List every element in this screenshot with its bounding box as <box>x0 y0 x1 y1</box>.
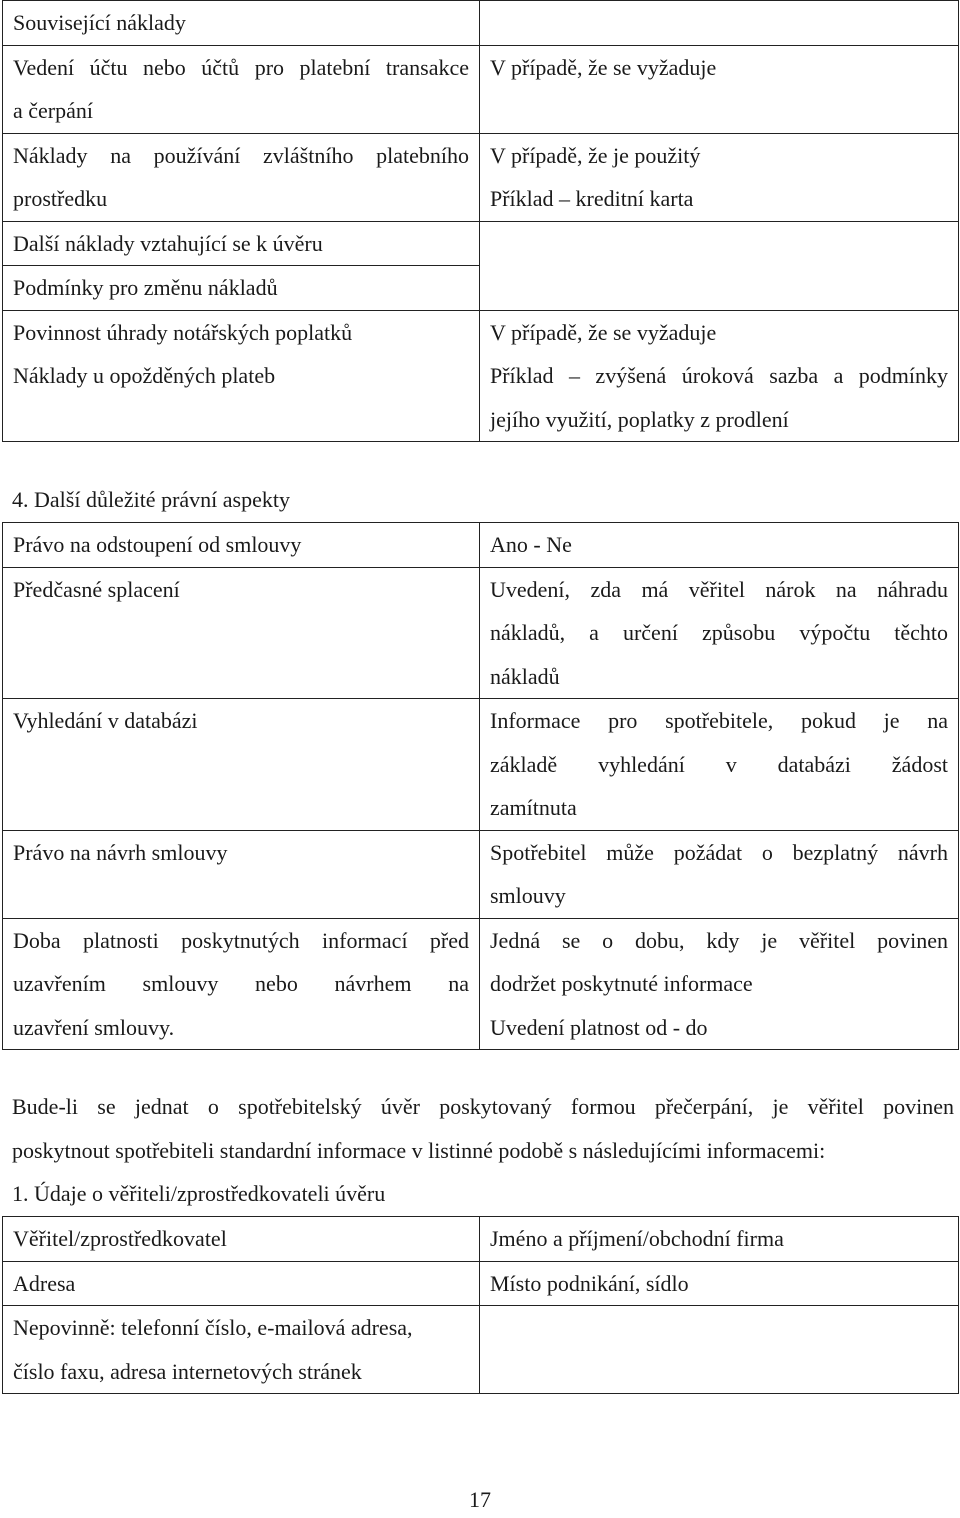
cell-text: Podmínky pro změnu nákladů <box>13 275 278 300</box>
cell-text: Právo na odstoupení od smlouvy <box>13 532 302 557</box>
table-header: Související náklady <box>13 10 186 35</box>
paragraph-line: poskytnout spotřebiteli standardní informace v listinné podobě s následujícími informacemi: <box>12 1137 826 1163</box>
cell-text: číslo faxu, adresa internetových stránek <box>13 1358 362 1384</box>
table-cell <box>3 1217 480 1262</box>
paragraph-line: Bude-li se jednat o spotřebitelský úvěr poskytovaný formou přečerpání, je věřitel povinen <box>12 1094 954 1119</box>
cell-text: smlouvy <box>490 883 566 908</box>
body-paragraph <box>12 1085 954 1172</box>
table-cell <box>3 310 480 442</box>
cell-text: Adresa <box>13 1270 76 1296</box>
table-cell <box>480 918 959 1050</box>
table-cell <box>3 266 480 311</box>
cell-text: V případě, že se vyžaduje <box>490 319 717 345</box>
table-cell <box>480 830 959 918</box>
cell-text: a čerpání <box>13 98 93 123</box>
cell-text: nákladů <box>490 663 560 689</box>
cell-text: Vyhledání v databázi <box>13 708 198 733</box>
table-cell <box>480 1217 959 1262</box>
cell-text: dodržet poskytnuté informace <box>490 971 753 996</box>
table-cell <box>480 45 959 133</box>
cell-text: Vedení účtu nebo účtů pro platební transakce <box>13 54 469 80</box>
table-cell <box>480 567 959 699</box>
table-row <box>3 523 959 568</box>
cell-text: jejího využití, poplatky z prodlení <box>490 406 789 432</box>
table-row <box>3 1 959 46</box>
cell-text: uzavřením smlouvy nebo návrhem na <box>13 971 469 996</box>
table-cell <box>480 699 959 831</box>
cell-text: Informace pro spotřebitele, pokud je na <box>490 708 948 733</box>
table-row <box>3 699 959 831</box>
table-cell <box>3 221 480 266</box>
table-cell <box>480 221 959 310</box>
table-row <box>3 310 959 442</box>
table-cell <box>3 1261 480 1306</box>
table-cell <box>3 830 480 918</box>
creditor-table <box>2 1216 959 1394</box>
cell-text: Předčasné splacení <box>13 576 180 602</box>
cell-text: Příklad – zvýšená úroková sazba a podmínky <box>490 363 948 388</box>
table-row <box>3 830 959 918</box>
cell-text: základě vyhledání v databázi žádost <box>490 751 948 777</box>
table-cell <box>3 45 480 133</box>
cell-text: Ano - Ne <box>490 532 572 557</box>
section-heading: 1. Údaje o věřiteli/zprostředkovateli úvěru <box>12 1181 386 1206</box>
cell-text: V případě, že je použitý <box>490 142 701 168</box>
table-cell <box>3 523 480 568</box>
cell-text: Právo na návrh smlouvy <box>13 839 228 865</box>
cell-text: nákladů, a určení způsobu výpočtu těchto <box>490 620 948 645</box>
cell-text: Doba platnosti poskytnutých informací před <box>13 927 469 953</box>
section-heading: 4. Další důležité právní aspekty <box>12 487 290 512</box>
table-row <box>3 918 959 1050</box>
table-row <box>3 567 959 699</box>
legal-aspects-table <box>2 522 959 1050</box>
cell-text: prostředku <box>13 186 108 211</box>
cell-text: uzavření smlouvy. <box>13 1014 175 1040</box>
cell-text: V případě, že se vyžaduje <box>490 54 717 80</box>
table-cell <box>480 133 959 221</box>
table-row <box>3 221 959 266</box>
table-row <box>3 1306 959 1394</box>
cell-text: Další náklady vztahující se k úvěru <box>13 230 323 256</box>
table-cell <box>480 523 959 568</box>
cell-text: Povinnost úhrady notářských poplatků <box>13 319 353 345</box>
cell-text: Uvedení, zda má věřitel nárok na náhradu <box>490 576 948 602</box>
cell-text: Náklady u opožděných plateb <box>13 363 276 388</box>
cell-text: Místo podnikání, sídlo <box>490 1270 689 1296</box>
table-cell <box>3 567 480 699</box>
table-row <box>3 45 959 133</box>
table-row <box>3 1261 959 1306</box>
table-row <box>3 133 959 221</box>
table-cell <box>3 133 480 221</box>
table-cell <box>480 1306 959 1394</box>
table-cell <box>3 699 480 831</box>
page-number: 17 <box>469 1487 491 1512</box>
cell-text: Uvedení platnost od - do <box>490 1014 708 1040</box>
costs-table <box>2 0 959 442</box>
cell-text: Věřitel/zprostředkovatel <box>13 1226 227 1251</box>
table-cell <box>480 1 959 46</box>
table-cell <box>3 918 480 1050</box>
cell-text: Náklady na používání zvláštního platebního <box>13 142 469 168</box>
table-row <box>3 1217 959 1262</box>
table-cell <box>3 1306 480 1394</box>
cell-text: Jedná se o dobu, kdy je věřitel povinen <box>490 927 948 953</box>
cell-text: Spotřebitel může požádat o bezplatný návrh <box>490 839 948 865</box>
table-cell <box>480 1261 959 1306</box>
table-cell <box>3 1 480 46</box>
cell-text: Jméno a příjmení/obchodní firma <box>490 1226 784 1251</box>
cell-text: Příklad – kreditní karta <box>490 186 694 211</box>
cell-text: Nepovinně: telefonní číslo, e-mailová adresa, <box>13 1315 413 1340</box>
table-cell <box>480 310 959 442</box>
cell-text: zamítnuta <box>490 795 577 820</box>
